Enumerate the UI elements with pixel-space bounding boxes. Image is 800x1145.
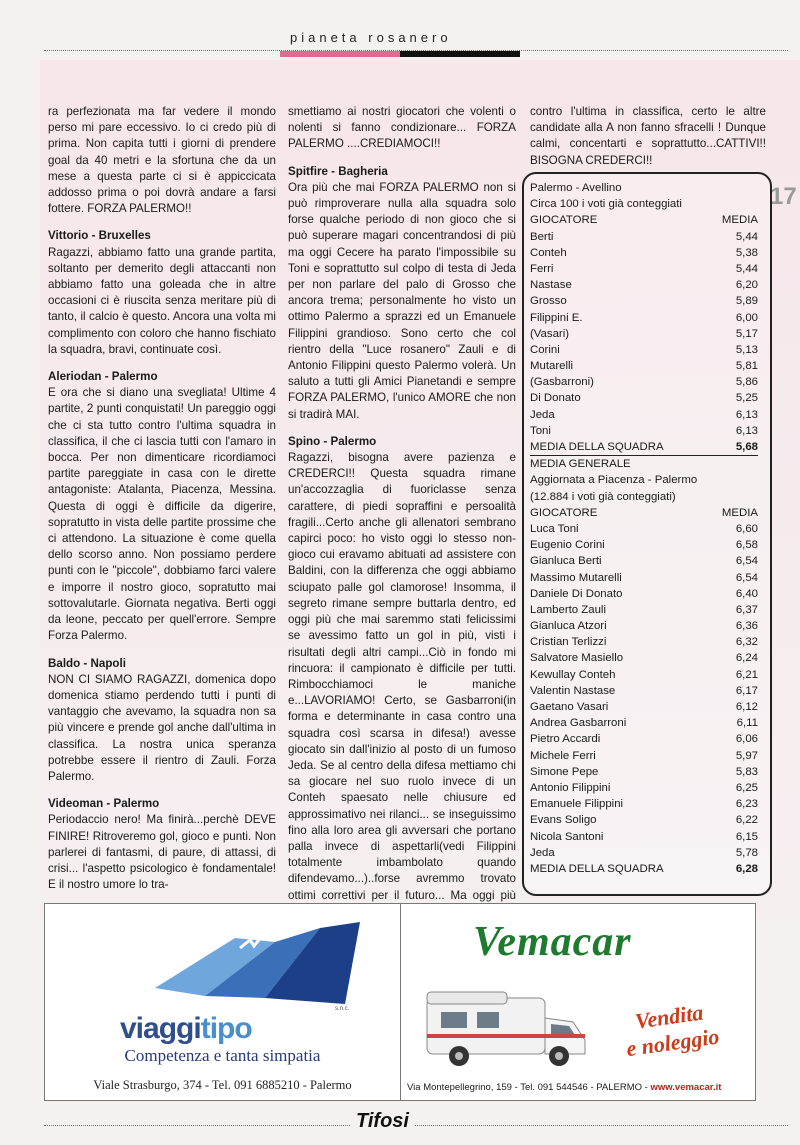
player-name: Jeda — [530, 408, 555, 421]
general-ratings-list — [530, 521, 758, 861]
match-team-average: MEDIA DELLA SQUADRA 5,68 — [530, 441, 758, 453]
player-name: Berti — [530, 230, 554, 243]
player-name: Jeda — [530, 846, 555, 859]
vemacar-logo: Vemacar — [473, 919, 632, 965]
player-rating: 6,11 — [736, 717, 758, 730]
player-rating-row — [530, 650, 758, 666]
player-rating: 6,00 — [735, 311, 758, 324]
letter-author: Aleriodan - Palermo — [48, 370, 158, 384]
player-rating: 6,13 — [735, 424, 758, 437]
page-number: 17 — [770, 183, 797, 210]
vemacar-website[interactable]: www.vemacar.it — [650, 1082, 722, 1093]
player-rating: 6,37 — [735, 603, 758, 616]
player-name: (Gasbarroni) — [530, 376, 594, 389]
letter-author: Videoman - Palermo — [48, 797, 160, 811]
player-rating-row — [530, 699, 758, 715]
col1-intro: ra perfezionata ma far vedere il mondo perso mi pare eccessivo. Io ci credo più di prima. Non capita tutti i giorni di prendere goal da 40 metri e la sfortuna che da un mese a questa parte ci si è appiccicata addosso prima o poi dovrà andare a farsi fottere. FORZA PALERMO!! — [48, 105, 276, 216]
player-name: Kewullay Conteh — [530, 668, 616, 681]
viaggitipo-logo: viaggitipo — [120, 1012, 252, 1045]
player-rating: 5,13 — [735, 343, 758, 356]
player-rating: 5,25 — [735, 392, 758, 405]
player-rating: 6,06 — [735, 733, 758, 746]
player-rating-row — [530, 667, 758, 683]
player-rating: 5,44 — [735, 230, 758, 243]
player-rating: 6,15 — [735, 830, 758, 843]
vemacar-tagline: Vendita e noleggio — [624, 999, 721, 1062]
letter-text: Ragazzi, bisogna avere pazienza e CREDERCI!! Questa squadra rimane un'accozzaglia di fuoriclasse senza carattere, di piedi sopraffini e persoalità fragili...Certo anche gli allenatori sembrano capirci poco: ho visto oggi lo stesso non-gioco cui eravamo abituati ad assistere con Baldini, con la differenza che oggi abbiamo sciupato palle gol clamorose! Insomma, il segreto rimane sempre buttarla dentro, ed oggi più che mai saremmo stati felicissimi se avessimo fatto un gol in più, visti i risultati degli altri campi...Ciò in fondo mi rincuora: il campionato è difficile per tutti. Rimbocchiamoci le maniche e...LAVORIAMO! Certo, se Gasbarroni(in forma e determinante in casa contro una squadra così scarsa in difesa!) avesse giocato sin dall'inizio al posto di un fumoso Jeda. Se al centro della difesa mettiamo chi sa giocare nel suo ruolo invece di un Conteh spaesato nelle chiusure ed approssimativo nei rilanci... se inseguissimo fino alla loro area gli avversari che portano palla invece di aspettarli(vedi Filippini totalmente imbambolato quando difendevamo...)..forse avremmo trovato ottimi correttivi per il futuro... Ma oggi più — [288, 451, 516, 902]
magazine-logo: Tifosi — [350, 1110, 415, 1133]
player-name: Pietro Accardi — [530, 733, 601, 746]
player-rating-row — [530, 618, 758, 634]
player-rating-row — [530, 586, 758, 602]
player-name: Ferri — [530, 262, 554, 275]
player-rating-row — [530, 715, 758, 731]
viaggitipo-ad[interactable] — [45, 904, 401, 1100]
player-name: Andrea Gasbarroni — [530, 717, 627, 730]
player-rating-row — [530, 293, 758, 309]
player-rating: 6,12 — [735, 701, 758, 713]
player-name: (Vasari) — [530, 327, 570, 340]
player-rating-row — [530, 245, 758, 261]
player-name: Salvatore Masiello — [530, 652, 624, 665]
viaggitipo-snc: s.n.c. — [335, 1006, 350, 1012]
player-rating-row — [530, 796, 758, 812]
player-rating: 6,21 — [735, 668, 758, 681]
letter-text: NON CI SIAMO RAGAZZI, domenica dopo domenica stiamo perdendo tutti i punti di vantaggio che avevamo, la squadra non sa più vincere e prende gol anche dall'ultima in classifica. La nostra unica speranza potrebbe essere il rientro di Zauli. Forza Palermo. — [48, 672, 276, 783]
vemacar-ad[interactable] — [401, 904, 755, 1100]
header-accent-black — [400, 51, 520, 57]
player-name: Filippini E. — [530, 311, 583, 324]
player-rating-row — [530, 683, 758, 699]
player-column-header: GIOCATORE — [530, 506, 598, 519]
letter-author: Spino - Palermo — [288, 434, 377, 448]
ratings-box — [522, 172, 772, 896]
player-rating: 6,58 — [735, 539, 758, 552]
player-rating: 5,17 — [735, 327, 758, 340]
letter-text: Ragazzi, abbiamo fatto una grande partita, soltanto per demerito degli attaccanti non abbiamo fatto una goleada che in altre occasioni ci è riuscita senza meritare più di tanto, il calcio è questo. Ancora una volta mi complimento con coloro che hanno fischiato la squadra, bravi, continuate così. — [48, 245, 276, 356]
player-rating-row — [530, 407, 758, 423]
player-rating-row — [530, 602, 758, 618]
player-rating-row — [530, 553, 758, 569]
player-name: Valentin Nastase — [530, 684, 616, 697]
player-name: Toni — [530, 424, 551, 437]
advertisements — [44, 903, 756, 1101]
player-rating: 6,23 — [735, 798, 758, 811]
letter-author: Spitfire - Bagheria — [288, 164, 388, 178]
player-rating-row — [530, 570, 758, 586]
player-rating-row — [530, 780, 758, 796]
player-rating: 6,60 — [735, 522, 758, 535]
letter-text: Ora più che mai FORZA PALERMO non si può rimproverare nulla alla squadra solo forse qualche periodo di non gioco che si può superare magari concentrandosi di più ma oggi Cecere ha parato l'impossibile su Toni e soprattutto sul colpo di testa di Jeda per non parlare del palo di Grosso che ancora trema; personalmente ho visto un ottimo Palermo a sprazzi ed un Emanuele Filippini grandioso. Sono certo che col rientro della "Luce rosanero" Zauli e di Antonio Filippini questo Palermo volerà. Un saluto a tutti gli Amici Pianetandi e sempre FORZA PALERMO, l'unico AMORE che non si tradirà MAI. — [288, 180, 516, 421]
footer-rule — [44, 1125, 788, 1126]
player-name: Lamberto Zauli — [530, 603, 606, 616]
column-2 — [288, 104, 516, 947]
player-name: Conteh — [530, 246, 567, 259]
player-rating: 6,17 — [735, 684, 758, 697]
player-name: Corini — [530, 343, 560, 356]
player-rating: 6,24 — [735, 652, 758, 665]
player-name: Eugenio Corini — [530, 539, 605, 552]
player-name: Evans Soligo — [530, 814, 597, 827]
player-rating-row — [530, 521, 758, 537]
player-name: Michele Ferri — [530, 749, 596, 762]
player-column-header: GIOCATORE — [530, 214, 598, 227]
camper-icon — [423, 988, 593, 1076]
player-name: Grosso — [530, 295, 567, 308]
letter-author: Baldo - Napoli — [48, 656, 126, 670]
player-rating: 6,22 — [735, 814, 758, 827]
player-rating-row — [530, 310, 758, 326]
player-rating-row — [530, 423, 758, 439]
match-table-header — [530, 212, 758, 228]
player-rating: 6,25 — [735, 781, 758, 794]
player-rating: 5,83 — [735, 765, 758, 778]
general-table-header — [530, 505, 758, 521]
section-header: pianeta rosanero — [290, 30, 452, 45]
player-rating-row — [530, 229, 758, 245]
player-rating-row — [530, 634, 758, 650]
player-name: Simone Pepe — [530, 765, 599, 778]
player-rating-row — [530, 277, 758, 293]
player-rating: 5,81 — [735, 360, 758, 373]
player-rating-row — [530, 358, 758, 374]
letter-text: Periodaccio nero! Ma finirà...perchè DEVE FINIRE! Ritroveremo gol, gioco e punti. Non parlerei di fantasmi, di paure, di attassi, di crisi... l'aspetto psicologico è fondamentale! E il nostro umore lo tra- — [48, 813, 276, 892]
player-name: Nicola Santoni — [530, 830, 604, 843]
player-rating-row — [530, 342, 758, 358]
general-note: Aggiornata a Piacenza - Palermo — [530, 474, 698, 487]
player-rating: 5,86 — [735, 376, 758, 389]
player-rating-row — [530, 326, 758, 342]
general-votes-note: (12.884 i voti già conteggiati) — [530, 490, 676, 503]
player-rating-row — [530, 731, 758, 747]
player-name: Mutarelli — [530, 360, 574, 373]
player-rating-row — [530, 764, 758, 780]
player-rating: 5,38 — [735, 246, 758, 259]
player-name: Gianluca Berti — [530, 555, 602, 568]
average-column-header: MEDIA — [721, 214, 758, 227]
player-rating-row — [530, 845, 758, 861]
player-rating: 6,13 — [735, 408, 758, 421]
player-rating-row — [530, 829, 758, 845]
player-rating-row — [530, 748, 758, 764]
letter-author: Vittorio - Bruxelles — [48, 229, 151, 243]
player-name: Di Donato — [530, 392, 581, 405]
player-rating: 5,44 — [735, 262, 758, 275]
match-note: Circa 100 i voti già conteggiati — [530, 198, 682, 211]
average-column-header: MEDIA — [721, 506, 758, 519]
player-rating-row — [530, 374, 758, 390]
player-rating: 6,54 — [735, 571, 758, 584]
col3-intro: contro l'ultima in classifica, certo le altre candidate alla A non fanno sfracelli ! Dunque calmi, concentarti e soprattutto...CATTIVI!! BISOGNA CREDERCI!! — [530, 105, 766, 167]
player-rating: 6,54 — [735, 555, 758, 568]
match-title: Palermo - Avellino — [530, 182, 622, 194]
player-rating: 5,97 — [735, 749, 758, 762]
vemacar-address: Via Montepellegrino, 159 - Tel. 091 544546 - PALERMO - www.vemacar.it — [407, 1082, 722, 1093]
viaggitipo-slogan: Competenza e tanta simpatia — [124, 1046, 321, 1065]
col2-intro: smettiamo ai nostri giocatori che volenti o nolenti si fanno condizionare... FORZA PALERMO ....CREDIAMOCI!! — [288, 105, 516, 151]
player-rating: 6,36 — [735, 620, 758, 633]
header-accent-pink — [280, 51, 400, 57]
player-name: Gianluca Atzori — [530, 620, 607, 633]
viaggitipo-address: Viale Strasburgo, 374 - Tel. 091 6885210 - Palermo — [93, 1078, 352, 1092]
player-name: Massimo Mutarelli — [530, 571, 622, 584]
player-name: Nastase — [530, 279, 572, 292]
player-rating: 5,89 — [735, 295, 758, 308]
player-name: Daniele Di Donato — [530, 587, 623, 600]
viaggitipo-logo-graphic — [145, 918, 365, 1010]
player-rating-row — [530, 812, 758, 828]
column-1 — [48, 104, 276, 904]
player-name: Cristian Terlizzi — [530, 636, 607, 649]
player-rating: 6,32 — [735, 636, 758, 649]
general-team-average: MEDIA DELLA SQUADRA 6,28 — [530, 862, 758, 875]
player-rating-row — [530, 537, 758, 553]
player-rating-row — [530, 390, 758, 406]
player-name: Antonio Filippini — [530, 781, 611, 794]
letter-text: E ora che si diano una svegliata! Ultime 4 partite, 2 punti conquistati! Un pareggio oggi che ci sta tutto contro l'ultima squadra in classifica, il che ci lascia tutti con l'amaro in bocca. Per non dimenticare ricordiamoci partite pareggiate in casa con le dirette antagoniste: Atalanta, Piacenza, Messina. Questa di oggi è difficile da digerire, sopratutto in vista delle partite prossime che ci attendono. La situazione è come quella dello scorso anno. Non possiamo perdere punti con le "piccole", dobbiamo farci valere e imporre il nostro gioco, sopratutto mai sottovalutarle. Giornata negativa. Berti oggi da leone, peccato per quell'errore. Sempre Forza Palermo. — [48, 386, 276, 643]
player-name: Gaetano Vasari — [530, 701, 609, 713]
player-rating: 5,78 — [735, 846, 758, 859]
player-name: Luca Toni — [530, 522, 579, 535]
match-ratings-list — [530, 229, 758, 439]
player-rating-row — [530, 261, 758, 277]
player-rating: 6,20 — [735, 279, 758, 292]
column-3 — [530, 104, 766, 180]
player-name: Emanuele Filippini — [530, 798, 624, 811]
player-rating: 6,40 — [735, 587, 758, 600]
general-title: MEDIA GENERALE — [530, 458, 631, 471]
